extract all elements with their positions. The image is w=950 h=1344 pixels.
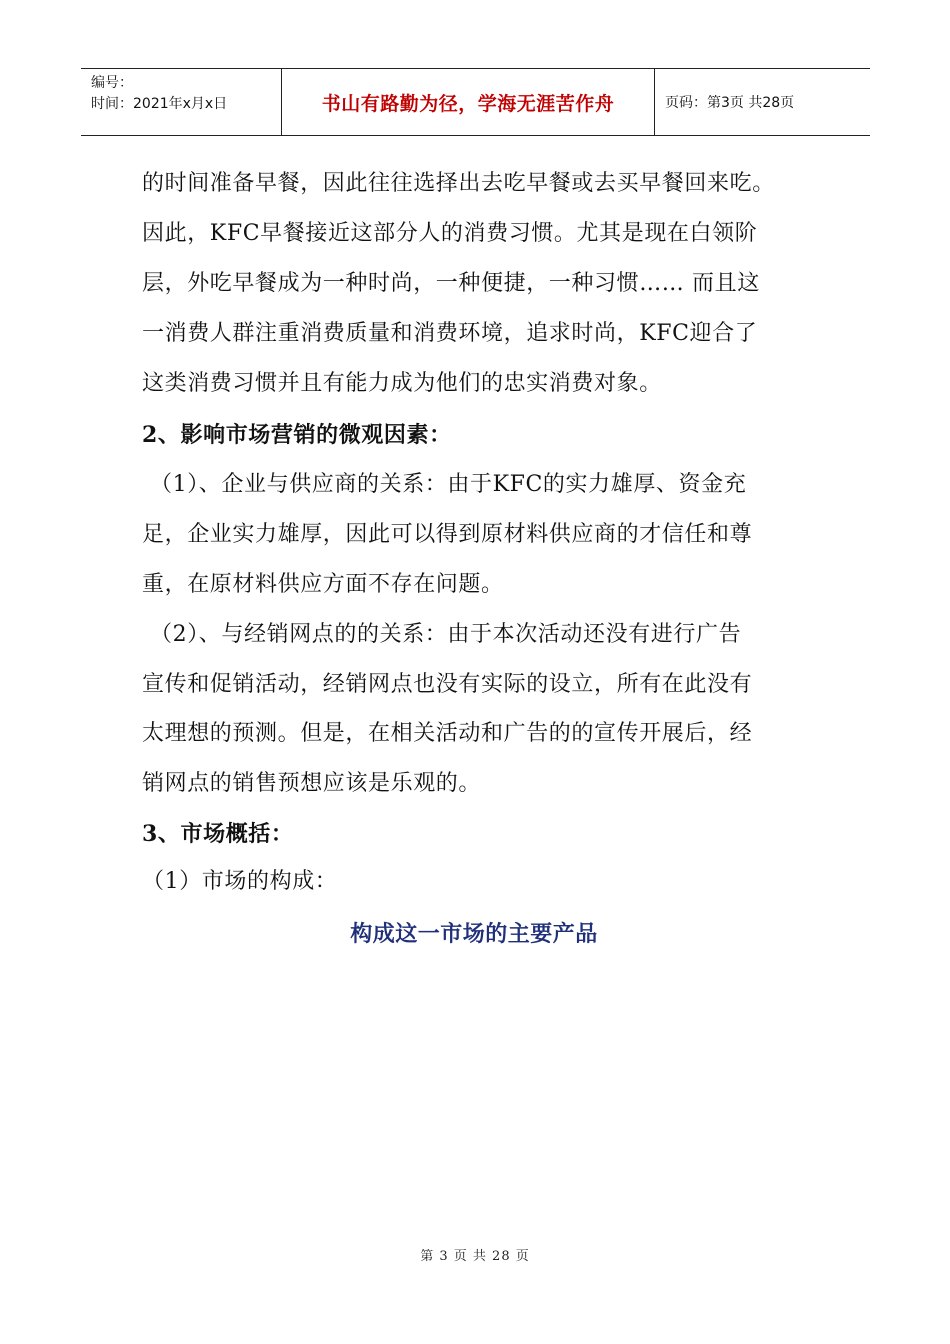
- body-line: 层，外吃早餐成为一种时尚，一种便捷，一种习惯…… 而且这: [142, 271, 760, 296]
- header-page-info: 页码：第3页 共28页: [665, 95, 795, 111]
- paragraph-line: 销网点的销售预想应该是乐观的。: [142, 771, 482, 796]
- paragraph-line: （1）、企业与供应商的关系：由于KFC的实力雄厚、资金充: [150, 472, 747, 497]
- section-3-heading: 3、市场概括：: [142, 821, 294, 847]
- paragraph-line: 足，企业实力雄厚，因此可以得到原材料供应商的才信任和尊: [142, 522, 753, 547]
- document-date-label: 时间：2021年x月x日: [91, 96, 228, 112]
- paragraph-line: （2）、与经销网点的的关系：由于本次活动还没有进行广告: [150, 622, 742, 647]
- body-line: 因此，KFC早餐接近这部分人的消费习惯。尤其是现在白领阶: [142, 221, 758, 246]
- body-line: 的时间准备早餐，因此往往选择出去吃早餐或去买早餐回来吃。: [142, 171, 775, 196]
- document-header: [81, 68, 870, 136]
- document-number-label: 编号：: [91, 75, 133, 91]
- page-footer: 第 3 页 共 28 页: [420, 1249, 530, 1264]
- body-line: 一消费人群注重消费质量和消费环境，追求时尚，KFC迎合了: [142, 321, 758, 346]
- body-line: 这类消费习惯并且有能力成为他们的忠实消费对象。: [142, 371, 662, 396]
- section-2-heading: 2、影响市场营销的微观因素：: [142, 422, 452, 448]
- paragraph-line: 重，在原材料供应方面不存在问题。: [142, 572, 504, 597]
- header-meta-cell: [81, 69, 282, 135]
- header-motto: 书山有路勤为径，学海无涯苦作舟: [282, 69, 655, 135]
- paragraph-line: 太理想的预测。但是，在相关活动和广告的的宣传开展后，经: [142, 721, 753, 746]
- section-3-subheading: （1）市场的构成：: [142, 869, 338, 894]
- paragraph-line: 宣传和促销活动，经销网点也没有实际的设立，所有在此没有: [142, 672, 753, 697]
- center-title: 构成这一市场的主要产品: [350, 922, 598, 947]
